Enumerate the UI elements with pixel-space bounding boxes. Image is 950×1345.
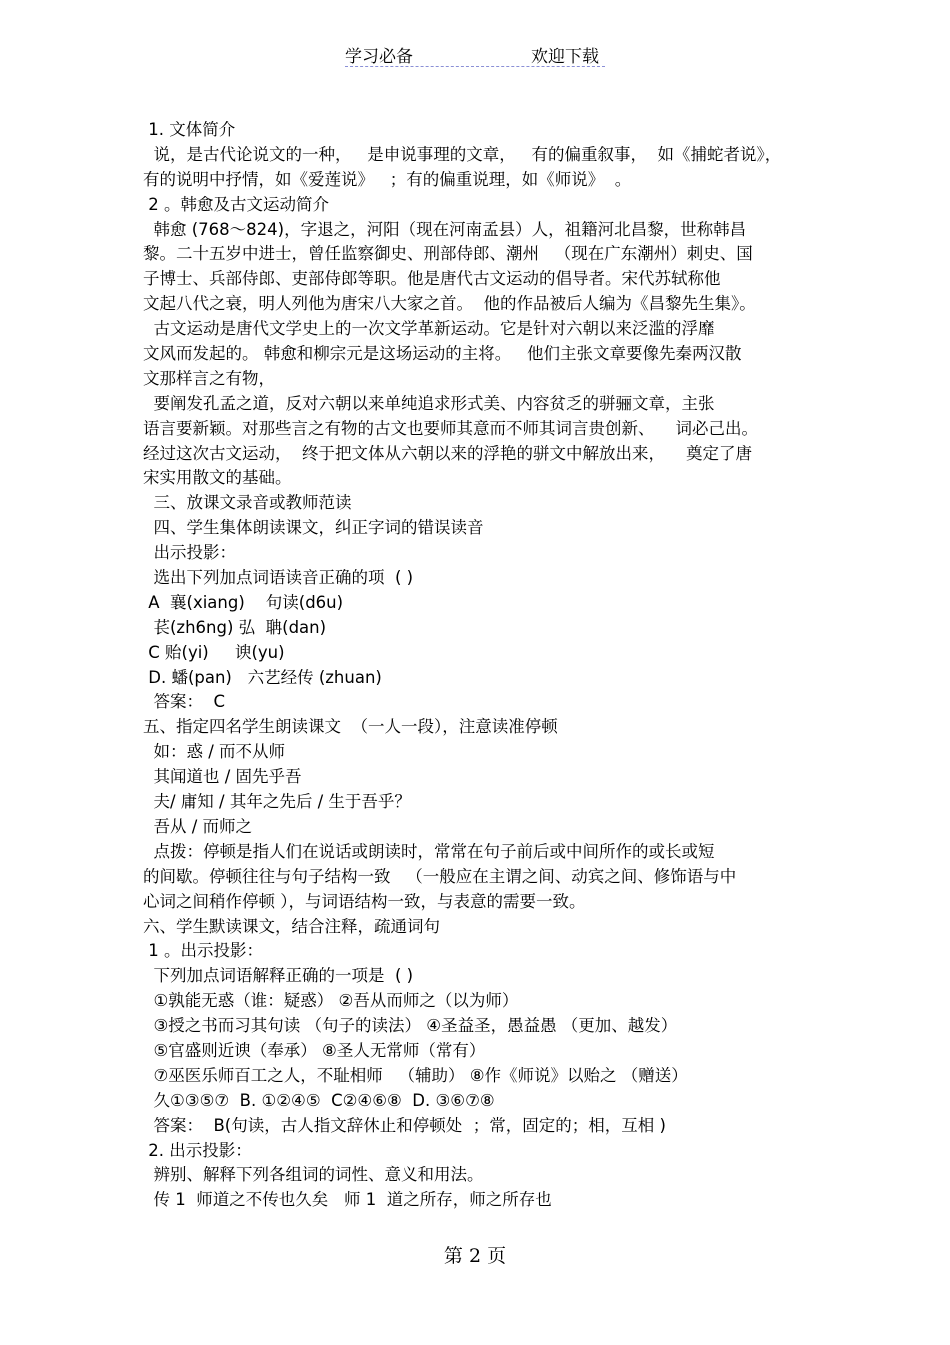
- text-line: 其闻道也 / 固先乎吾: [143, 767, 302, 787]
- header-left-text: 学习必备: [345, 47, 413, 67]
- text-line: 心词之间稍作停顿 ），与词语结构一致，与表意的需要一致。: [143, 891, 586, 911]
- text-line: 选出下列加点词语读音正确的项 ( ): [143, 568, 414, 588]
- text-line: 点拨：停顿是指人们在说话或朗读时，常常在句子前后或中间所作的或长或短: [143, 841, 715, 861]
- text-line: A 襄(xiang) 句读(d6u): [143, 592, 344, 612]
- document-body: [143, 118, 823, 1213]
- text-line: 五、指定四名学生朗读课文 （一人一段），注意读准停顿: [143, 717, 558, 737]
- text-line: 四、学生集体朗读课文，纠正字词的错误读音: [143, 518, 484, 538]
- page-header: [345, 40, 605, 67]
- text-line: 下列加点词语解释正确的一项是 ( ): [143, 966, 414, 986]
- header-right-text: 欢迎下载: [531, 47, 599, 67]
- text-line: 韩愈 (768～824)，字退之，河阳（现在河南孟县）人，祖籍河北昌黎，世称韩昌: [143, 219, 747, 239]
- text-line: D. 蟠(pan) 六艺经传 (zhuan): [143, 667, 382, 687]
- text-line: 说，是古代论说文的一种， 是申说事理的文章， 有的偏重叙事， 如《捕蛇者说》，: [143, 144, 782, 164]
- text-line: 吾从 / 而师之: [143, 816, 253, 836]
- text-line: 答案： B(句读，古人指文辞休止和停顿处 ；常，固定的；相，互相 ): [143, 1115, 666, 1135]
- text-line: 传 1 师道之不传也久矣 师 1 道之所存，师之所存也: [143, 1190, 552, 1210]
- text-line: 语言要新颖。对那些言之有物的古文也要师其意而不师其词言贵创新、 词必己出。: [143, 418, 758, 438]
- text-line: 1 。出示投影：: [143, 941, 263, 961]
- text-line: ⑤官盛则近谀（奉承） ⑧圣人无常师（常有）: [143, 1040, 486, 1060]
- text-line: ⑦巫医乐师百工之人，不耻相师 （辅助） ⑧作《师说》以贻之 （赠送）: [143, 1065, 688, 1085]
- text-line: ①孰能无惑（谁：疑惑） ②吾从而师之（以为师）: [143, 991, 519, 1011]
- text-line: 文起八代之衰，明人列他为唐宋八大家之首。 他的作品被后人编为《昌黎先生集》。: [143, 294, 756, 314]
- page-number: 第 2 页: [443, 1245, 507, 1267]
- text-line: 六、学生默读课文，结合注释，疏通词句: [143, 916, 440, 936]
- text-line: 经过这次古文运动， 终于把文体从六朝以来的浮艳的骈文中解放出来， 奠定了唐: [143, 443, 752, 463]
- text-line: 2. 出示投影：: [143, 1140, 252, 1160]
- text-line: 黎。二十五岁中进士，曾任监察御史、刑部侍郎、潮州 （现在广东潮州）刺史、国: [143, 244, 753, 264]
- text-line: 文风而发起的。 韩愈和柳宗元是这场运动的主将。 他们主张文章要像先秦两汉散: [143, 344, 742, 364]
- text-line: C 贻(yi) 谀(yu): [143, 642, 285, 662]
- text-line: 2 。韩愈及古文运动简介: [143, 194, 329, 214]
- text-line: 夫/ 庸知 / 其年之先后 / 生于吾乎？: [143, 792, 411, 812]
- text-line: 苌(zh6ng) 弘 聃(dan): [143, 617, 327, 637]
- text-line: 古文运动是唐代文学史上的一次文学革新运动。它是针对六朝以来泛滥的浮靡: [143, 319, 715, 339]
- text-line: 出示投影：: [143, 543, 236, 563]
- text-line: 文那样言之有物，: [143, 368, 275, 388]
- text-line: 辨别、解释下列各组词的词性、意义和用法。: [143, 1165, 484, 1185]
- text-line: 答案： C: [143, 692, 226, 712]
- text-line: 1. 文体简介: [143, 120, 236, 139]
- text-line: 宋实用散文的基础。: [143, 468, 292, 488]
- text-line: ③授之书而习其句读 （句子的读法） ④圣益圣，愚益愚 （更加、越发）: [143, 1016, 678, 1036]
- text-line: 三、放课文录音或教师范读: [143, 493, 352, 513]
- text-line: 子博士、兵部侍郎、吏部侍郎等职。他是唐代古文运动的倡导者。宋代苏轼称他: [143, 269, 721, 289]
- text-line: 如：惑 / 而不从师: [143, 742, 286, 762]
- text-line: 久①③⑤⑦ B. ①②④⑤ C②④⑥⑧ D. ③⑥⑦⑧: [143, 1090, 495, 1110]
- text-line: 的间歇。停顿往往与句子结构一致 （一般应在主谓之间、动宾之间、修饰语与中: [143, 866, 737, 886]
- text-line: 要阐发孔孟之道，反对六朝以来单纯追求形式美、内容贫乏的骈骊文章，主张: [143, 393, 715, 413]
- text-line: 有的说明中抒情，如《爱莲说》 ；有的偏重说理，如《师说》 。: [143, 169, 632, 189]
